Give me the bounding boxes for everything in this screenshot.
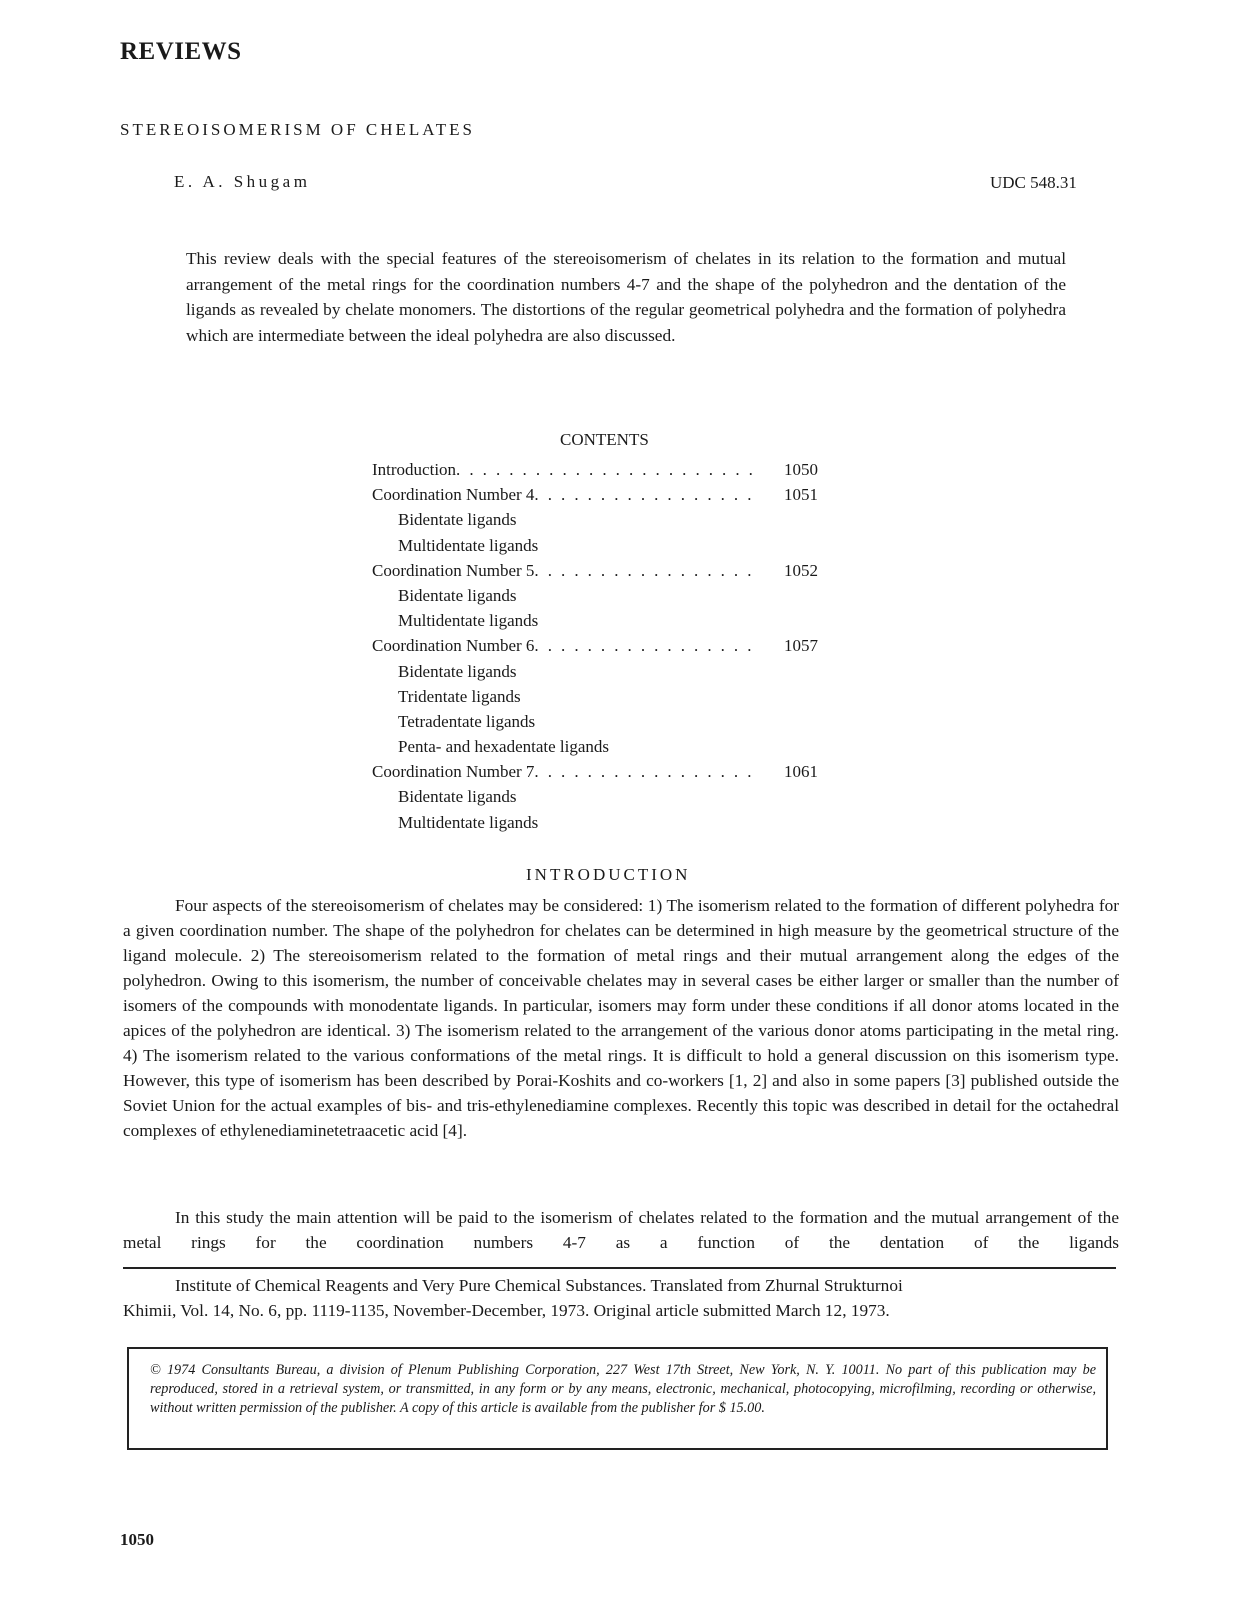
toc-subentry — [372, 784, 852, 809]
toc-entry-title: Bidentate ligands — [398, 585, 517, 605]
footnote-line-2: Khimii, Vol. 14, No. 6, pp. 1119-1135, November-December, 1973. Original article submitted March 12, 1973. — [123, 1301, 890, 1320]
toc-page-number: 1057 — [784, 636, 818, 656]
contents-heading: CONTENTS — [560, 430, 649, 449]
toc-entry-title: Tetradentate ligands — [398, 711, 536, 731]
footnote-divider — [123, 1267, 1116, 1269]
table-of-contents — [372, 457, 852, 835]
toc-subentry — [372, 659, 852, 684]
toc-subentry — [372, 734, 852, 759]
toc-leader-dots: . . . . . . . . . . . . . . . . . — [534, 762, 754, 782]
toc-entry — [372, 558, 852, 583]
footnote — [123, 1273, 1119, 1323]
toc-subentry — [372, 684, 852, 709]
toc-entry-title: Penta- and hexadentate ligands — [398, 737, 610, 757]
toc-entry-title: Tridentate ligands — [398, 686, 521, 706]
toc-page-number: 1051 — [784, 485, 818, 505]
toc-page-number: 1052 — [784, 560, 818, 580]
toc-subentry — [372, 507, 852, 532]
toc-entry — [372, 633, 852, 658]
toc-page-number: 1050 — [784, 460, 818, 479]
toc-entry-title: Bidentate ligands — [398, 661, 517, 681]
introduction-paragraph-2: In this study the main attention will be paid to the isomerism of chelates related to the formation and the mutual arrangement of the metal rings for the coordination numbers 4-7 as a function of the dentation of the ligands — [123, 1208, 1119, 1252]
introduction-paragraph-1: Four aspects of the stereoisomerism of chelates may be considered: 1) The isomerism related to the formation of different polyhedra for a given coordination number. The shape of the polyhedron for chelates can be determined in high measure by the geometrical structure of the ligand molecule. 2) The stereoisomerism related to the formation of metal rings and their mutual arrangement along the edges of the polyhedron. Owing to this isomerism, the number of conceivable chelates may in several cases be either larger or smaller than the number of isomers of the compounds with monodentate ligands. In particular, isomers may form under these conditions if all donor atoms located in the apices of the polyhedron are identical. 3) The isomerism related to the arrangement of the various donor atoms participating in the metal ring. 4) The isomerism related to the various conformations of the metal rings. It is difficult to hold a general discussion on this isomerism type. However, this type of isomerism has been described by Porai-Koshits and co-workers [1, 2] and also in some papers [3] published outside the Soviet Union for the actual examples of bis- and tris-ethylenediamine complexes. Recently this topic was described in detail for the octahedral complexes of ethylenediaminetetraacetic acid [4]. — [123, 896, 1119, 1140]
udc-code: UDC 548.31 — [990, 173, 1077, 192]
toc-entry — [372, 759, 852, 784]
toc-entry-title: Multidentate ligands — [398, 611, 539, 631]
toc-entry-title: Bidentate ligands — [398, 510, 517, 530]
footnote-line-1: Institute of Chemical Reagents and Very Pure Chemical Substances. Translated from Zhurnal Strukturnoi — [175, 1276, 903, 1295]
article-title: STEREOISOMERISM OF CHELATES — [120, 120, 475, 139]
toc-entry — [372, 482, 852, 507]
toc-leader-dots: . . . . . . . . . . . . . . . . . — [534, 485, 754, 505]
toc-leader-dots: . . . . . . . . . . . . . . . . . . . . . . . — [456, 460, 756, 479]
introduction-heading: INTRODUCTION — [526, 865, 691, 884]
toc-leader-dots: . . . . . . . . . . . . . . . . . — [534, 636, 754, 656]
toc-subentry — [372, 810, 852, 835]
toc-subentry — [372, 583, 852, 608]
toc-entry-title: Coordination Number 6 — [372, 636, 535, 656]
toc-entry-title: Introduction — [372, 460, 457, 479]
toc-entry-title: Coordination Number 7 — [372, 762, 535, 782]
toc-entry-title: Multidentate ligands — [398, 535, 539, 555]
toc-entry-title: Bidentate ligands — [398, 787, 517, 807]
toc-entry — [372, 457, 852, 482]
toc-entry-title: Multidentate ligands — [398, 812, 539, 832]
toc-leader-dots: . . . . . . . . . . . . . . . . . — [534, 560, 754, 580]
toc-entry-title: Coordination Number 4 — [372, 485, 535, 505]
toc-page-number: 1061 — [784, 762, 818, 782]
abstract: This review deals with the special features of the stereoisomerism of chelates in its relation to the formation and mutual arrangement of the metal rings for the coordination numbers 4-7 and the shape of the polyhedron and the dentation of the ligands as revealed by chelate monomers. The distortions of the regular geometrical polyhedra and the formation of polyhedra which are intermediate between the ideal polyhedra are also discussed. — [186, 249, 1066, 345]
section-label: REVIEWS — [120, 38, 242, 65]
toc-subentry — [372, 533, 852, 558]
toc-subentry — [372, 608, 852, 633]
copyright-notice: © 1974 Consultants Bureau, a division of Plenum Publishing Corporation, 227 West 17th Street, New York, N. Y. 10011. No part of this publication may be reproduced, stored in a retrieval system, or transmitted, in any form or by any means, electronic, mechanical, photocopying, microfilming, recording or otherwise, without written permission of the publisher. A copy of this article is available from the publisher for $ 15.00. — [150, 1362, 1096, 1416]
page-number: 1050 — [120, 1530, 154, 1549]
author-name: E. A. Shugam — [174, 172, 311, 191]
toc-subentry — [372, 709, 852, 734]
toc-entry-title: Coordination Number 5 — [372, 560, 535, 580]
